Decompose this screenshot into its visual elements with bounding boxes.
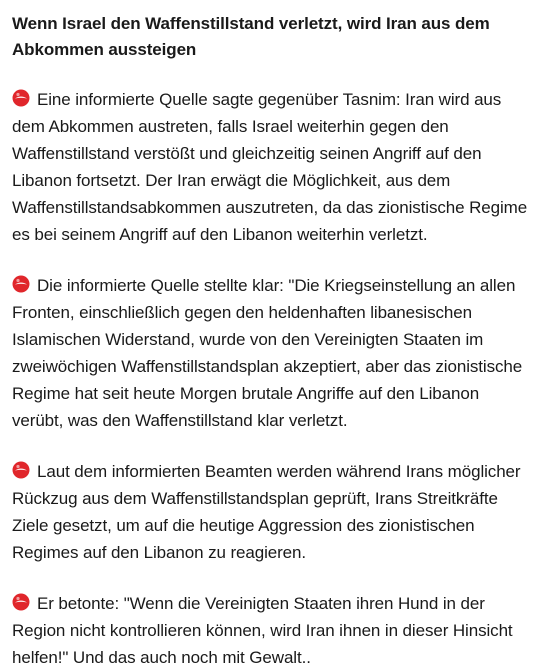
post-paragraph-2-text: Die informierte Quelle stellte klar: "Die Kriegseinstellung an allen Fronten, einschließlich gegen den heldenhaften libanesischen Islamischen Widerstand, wurde von den Vereinigten Staaten im zweiwöchigen Waffenstillstandsplan akzeptiert, aber das zionistische Regime hat seit heute Morgen brutale Angriffe auf den Libanon verübt, was den Waffenstillstand klar verletzt. bbox=[12, 276, 523, 430]
red-circle-icon bbox=[12, 275, 30, 293]
post-paragraph-4-text: Er betonte: "Wenn die Vereinigten Staaten ihren Hund in der Region nicht kontrollieren können, wird Iran ihnen in dieser Hinsicht helfen!" Und das auch noch mit Gewalt.. bbox=[12, 594, 513, 667]
post-paragraph-3-text: Laut dem informierten Beamten werden während Irans möglicher Rückzug aus dem Waffenstillstandsplan geprüft, Irans Streitkräfte Ziele gesetzt, um auf die heutige Aggression des zionistischen Regimes auf den Libanon zu reagieren. bbox=[12, 462, 521, 562]
post-paragraph-3 bbox=[12, 458, 532, 566]
red-circle-icon bbox=[12, 89, 30, 107]
post-paragraph-4 bbox=[12, 590, 532, 671]
post-paragraph-2 bbox=[12, 272, 532, 434]
post-paragraph-1 bbox=[12, 86, 532, 248]
red-circle-icon bbox=[12, 593, 30, 611]
post-paragraph-1-text: Eine informierte Quelle sagte gegenüber Tasnim: Iran wird aus dem Abkommen austreten, falls Israel weiterhin gegen den Waffenstillstand verstößt und gleichzeitig seinen Angriff auf den Libanon fortsetzt. Der Iran erwägt die Möglichkeit, aus dem Waffenstillstandsabkommen auszutreten, da das zionistische Regime es bei seinem Angriff auf den Libanon weiterhin verletzt. bbox=[12, 90, 528, 244]
red-circle-icon bbox=[12, 461, 30, 479]
post-title: Wenn Israel den Waffenstillstand verletzt, wird Iran aus dem Abkommen aussteigen bbox=[12, 14, 490, 59]
